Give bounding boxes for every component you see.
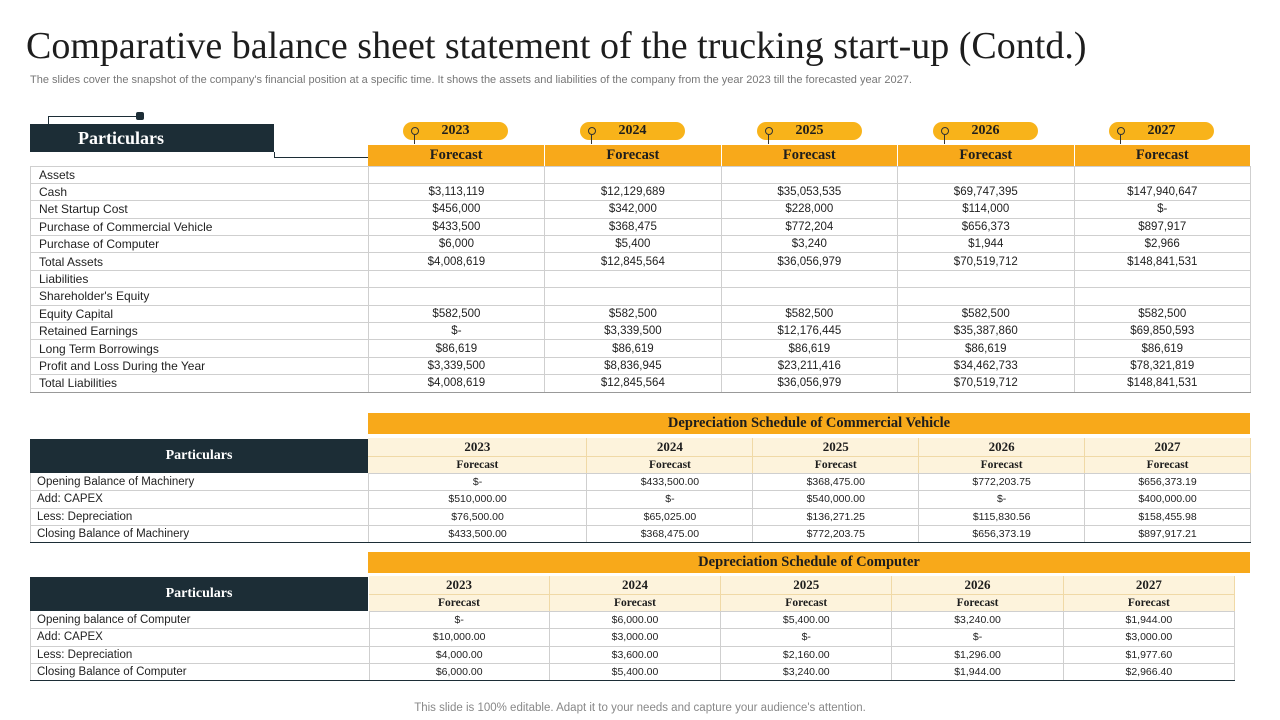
table-row <box>31 305 1251 322</box>
forecast-label: Forecast <box>545 145 721 166</box>
pin-stem <box>1120 134 1121 144</box>
forecast-label: Forecast <box>919 456 1085 473</box>
row-label: Equity Capital <box>31 305 369 322</box>
value-cell: $12,176,445 <box>721 323 897 340</box>
year-header: 2027 <box>1085 438 1251 456</box>
year-header: 2023 <box>369 576 549 594</box>
table-row <box>31 218 1251 235</box>
value-cell: $147,940,647 <box>1074 183 1251 200</box>
value-cell: $78,321,819 <box>1074 357 1251 374</box>
forecast-label: Forecast <box>549 594 720 611</box>
value-cell <box>1074 288 1251 305</box>
value-cell: $368,475.00 <box>753 473 919 490</box>
row-label: Add: CAPEX <box>31 491 369 508</box>
row-label: Retained Earnings <box>31 323 369 340</box>
table-row <box>31 357 1251 374</box>
value-cell: $5,400.00 <box>549 664 720 681</box>
value-cell: $86,619 <box>368 340 544 357</box>
value-cell: $5,400 <box>545 236 721 253</box>
pin-icon <box>588 127 596 135</box>
row-label: Assets <box>31 166 369 183</box>
value-cell: $772,203.75 <box>753 526 919 543</box>
value-cell: $3,000.00 <box>549 629 720 646</box>
year-pill-2027 <box>1109 122 1214 140</box>
value-cell: $1,944.00 <box>1063 611 1234 628</box>
row-label: Profit and Loss During the Year <box>31 357 369 374</box>
pin-stem <box>768 134 769 144</box>
value-cell: $3,600.00 <box>549 646 720 663</box>
particulars-header: Particulars <box>30 124 274 152</box>
year-row <box>31 576 1235 594</box>
value-cell: $582,500 <box>1074 305 1251 322</box>
blank-cell <box>31 145 369 166</box>
pin-icon <box>765 127 773 135</box>
year-header: 2027 <box>1063 576 1234 594</box>
table-row <box>31 375 1251 392</box>
year-header: 2026 <box>919 438 1085 456</box>
table-row <box>31 611 1235 628</box>
value-cell: $3,339,500 <box>368 357 544 374</box>
value-cell: $5,400.00 <box>721 611 892 628</box>
value-cell: $656,373.19 <box>1085 473 1251 490</box>
value-cell: $8,836,945 <box>545 357 721 374</box>
value-cell: $656,373.19 <box>919 526 1085 543</box>
value-cell: $86,619 <box>898 340 1074 357</box>
value-cell: $1,977.60 <box>1063 646 1234 663</box>
row-label: Closing Balance of Computer <box>31 664 370 681</box>
year-label: 2023 <box>441 123 470 138</box>
forecast-label: Forecast <box>898 145 1074 166</box>
forecast-row <box>31 145 1251 166</box>
value-cell: $- <box>892 629 1063 646</box>
value-cell: $34,462,733 <box>898 357 1074 374</box>
value-cell: $12,129,689 <box>545 183 721 200</box>
year-header: 2023 <box>368 438 587 456</box>
value-cell: $- <box>1074 201 1251 218</box>
value-cell: $510,000.00 <box>368 491 587 508</box>
value-cell: $70,519,712 <box>898 253 1074 270</box>
computer-particulars-header: Particulars <box>30 577 368 611</box>
value-cell: $2,160.00 <box>721 646 892 663</box>
year-header: 2025 <box>721 576 892 594</box>
blank-cell <box>31 594 370 611</box>
balance-sheet-body <box>31 145 1251 392</box>
table-row <box>31 236 1251 253</box>
value-cell: $86,619 <box>1074 340 1251 357</box>
value-cell: $3,240 <box>721 236 897 253</box>
table-row <box>31 253 1251 270</box>
value-cell: $35,053,535 <box>721 183 897 200</box>
value-cell <box>721 270 897 287</box>
value-cell: $- <box>919 491 1085 508</box>
row-label: Purchase of Computer <box>31 236 369 253</box>
value-cell: $70,519,712 <box>898 375 1074 392</box>
value-cell: $35,387,860 <box>898 323 1074 340</box>
value-cell: $- <box>368 473 587 490</box>
value-cell: $2,966.40 <box>1063 664 1234 681</box>
value-cell: $- <box>587 491 753 508</box>
value-cell: $4,000.00 <box>369 646 549 663</box>
forecast-label: Forecast <box>753 456 919 473</box>
value-cell <box>545 288 721 305</box>
row-label: Total Liabilities <box>31 375 369 392</box>
value-cell: $342,000 <box>545 201 721 218</box>
forecast-row <box>31 456 1251 473</box>
value-cell: $65,025.00 <box>587 508 753 525</box>
pin-stem <box>591 134 592 144</box>
value-cell: $433,500.00 <box>368 526 587 543</box>
blank-cell <box>31 576 370 594</box>
value-cell: $148,841,531 <box>1074 375 1251 392</box>
forecast-label: Forecast <box>1063 594 1234 611</box>
value-cell: $456,000 <box>368 201 544 218</box>
row-label: Liabilities <box>31 270 369 287</box>
forecast-label: Forecast <box>721 594 892 611</box>
computer-depreciation-table <box>30 576 1235 681</box>
table-row <box>31 183 1251 200</box>
table-row <box>31 629 1235 646</box>
value-cell: $3,240.00 <box>892 611 1063 628</box>
value-cell: $114,000 <box>898 201 1074 218</box>
pin-stem <box>414 134 415 144</box>
computer-depreciation-body <box>31 576 1235 681</box>
value-cell: $1,944 <box>898 236 1074 253</box>
blank-cell <box>31 438 369 456</box>
value-cell <box>368 166 544 183</box>
forecast-label: Forecast <box>368 145 544 166</box>
value-cell <box>898 288 1074 305</box>
value-cell: $582,500 <box>368 305 544 322</box>
value-cell: $158,455.98 <box>1085 508 1251 525</box>
table-row <box>31 526 1251 543</box>
year-pill-2023 <box>403 122 508 140</box>
table-row <box>31 340 1251 357</box>
value-cell <box>368 288 544 305</box>
pin-icon <box>941 127 949 135</box>
value-cell: $540,000.00 <box>753 491 919 508</box>
pin-icon <box>411 127 419 135</box>
row-label: Closing Balance of Machinery <box>31 526 369 543</box>
table-row <box>31 270 1251 287</box>
value-cell: $6,000.00 <box>549 611 720 628</box>
value-cell: $1,296.00 <box>892 646 1063 663</box>
row-label: Add: CAPEX <box>31 629 370 646</box>
vehicle-particulars-header: Particulars <box>30 439 368 473</box>
forecast-label: Forecast <box>368 456 587 473</box>
vehicle-depreciation-body <box>31 438 1251 543</box>
forecast-label: Forecast <box>369 594 549 611</box>
row-label: Opening Balance of Machinery <box>31 473 369 490</box>
value-cell <box>898 270 1074 287</box>
forecast-label: Forecast <box>587 456 753 473</box>
value-cell: $36,056,979 <box>721 253 897 270</box>
blank-cell <box>31 456 369 473</box>
year-label: 2025 <box>795 123 824 138</box>
value-cell: $656,373 <box>898 218 1074 235</box>
row-label: Less: Depreciation <box>31 646 370 663</box>
value-cell: $10,000.00 <box>369 629 549 646</box>
table-row <box>31 508 1251 525</box>
value-cell: $76,500.00 <box>368 508 587 525</box>
table-row <box>31 288 1251 305</box>
row-label: Net Startup Cost <box>31 201 369 218</box>
decor-line <box>48 116 140 117</box>
value-cell: $69,747,395 <box>898 183 1074 200</box>
value-cell: $69,850,593 <box>1074 323 1251 340</box>
value-cell <box>545 270 721 287</box>
value-cell: $115,830.56 <box>919 508 1085 525</box>
value-cell: $- <box>368 323 544 340</box>
value-cell <box>1074 270 1251 287</box>
forecast-row <box>31 594 1235 611</box>
value-cell: $897,917.21 <box>1085 526 1251 543</box>
page-title: Comparative balance sheet statement of the trucking start-up (Contd.) <box>26 25 1087 67</box>
year-header: 2024 <box>587 438 753 456</box>
row-label: Cash <box>31 183 369 200</box>
computer-depreciation-title: Depreciation Schedule of Computer <box>368 552 1250 573</box>
value-cell: $368,475.00 <box>587 526 753 543</box>
year-label: 2026 <box>971 123 1000 138</box>
table-row <box>31 664 1235 681</box>
vehicle-depreciation-table <box>30 438 1251 543</box>
value-cell: $12,845,564 <box>545 253 721 270</box>
table-row <box>31 491 1251 508</box>
value-cell: $400,000.00 <box>1085 491 1251 508</box>
table-row <box>31 323 1251 340</box>
value-cell: $3,240.00 <box>721 664 892 681</box>
value-cell <box>368 270 544 287</box>
table-row <box>31 646 1235 663</box>
value-cell: $148,841,531 <box>1074 253 1251 270</box>
row-label: Less: Depreciation <box>31 508 369 525</box>
row-label: Total Assets <box>31 253 369 270</box>
value-cell: $2,966 <box>1074 236 1251 253</box>
row-label: Opening balance of Computer <box>31 611 370 628</box>
value-cell: $4,008,619 <box>368 375 544 392</box>
value-cell: $3,339,500 <box>545 323 721 340</box>
year-row <box>31 438 1251 456</box>
value-cell: $582,500 <box>545 305 721 322</box>
value-cell: $6,000.00 <box>369 664 549 681</box>
year-header: 2025 <box>753 438 919 456</box>
decor-line <box>48 116 49 124</box>
value-cell <box>721 166 897 183</box>
table-row <box>31 166 1251 183</box>
year-header: 2026 <box>892 576 1063 594</box>
value-cell: $136,271.25 <box>753 508 919 525</box>
forecast-label: Forecast <box>1074 145 1251 166</box>
value-cell: $582,500 <box>898 305 1074 322</box>
table-row <box>31 201 1251 218</box>
value-cell: $897,917 <box>1074 218 1251 235</box>
forecast-label: Forecast <box>1085 456 1251 473</box>
value-cell: $433,500 <box>368 218 544 235</box>
value-cell <box>898 166 1074 183</box>
table-row <box>31 473 1251 490</box>
value-cell: $36,056,979 <box>721 375 897 392</box>
balance-sheet-table <box>30 145 1251 393</box>
value-cell: $- <box>369 611 549 628</box>
pin-icon <box>1117 127 1125 135</box>
value-cell: $228,000 <box>721 201 897 218</box>
value-cell: $86,619 <box>545 340 721 357</box>
year-label: 2027 <box>1147 123 1176 138</box>
value-cell: $772,204 <box>721 218 897 235</box>
footer-note: This slide is 100% editable. Adapt it to your needs and capture your audience's attention. <box>414 702 866 714</box>
value-cell <box>545 166 721 183</box>
value-cell: $86,619 <box>721 340 897 357</box>
year-pill-2024 <box>580 122 685 140</box>
year-pill-2025 <box>757 122 862 140</box>
value-cell: $4,008,619 <box>368 253 544 270</box>
value-cell: $23,211,416 <box>721 357 897 374</box>
value-cell: $368,475 <box>545 218 721 235</box>
value-cell <box>1074 166 1251 183</box>
forecast-label: Forecast <box>892 594 1063 611</box>
year-pill-2026 <box>933 122 1038 140</box>
row-label: Long Term Borrowings <box>31 340 369 357</box>
row-label: Shareholder's Equity <box>31 288 369 305</box>
value-cell: $12,845,564 <box>545 375 721 392</box>
pin-stem <box>944 134 945 144</box>
value-cell: $3,000.00 <box>1063 629 1234 646</box>
forecast-label: Forecast <box>721 145 897 166</box>
vehicle-depreciation-title: Depreciation Schedule of Commercial Vehicle <box>368 413 1250 434</box>
value-cell: $1,944.00 <box>892 664 1063 681</box>
year-label: 2024 <box>618 123 647 138</box>
value-cell: $772,203.75 <box>919 473 1085 490</box>
value-cell: $3,113,119 <box>368 183 544 200</box>
value-cell <box>721 288 897 305</box>
value-cell: $6,000 <box>368 236 544 253</box>
page-subtitle: The slides cover the snapshot of the company's financial position at a specific time. It shows the assets and liabilities of the company from the year 2023 till the forecasted year 2027. <box>30 74 912 86</box>
year-header: 2024 <box>549 576 720 594</box>
value-cell: $582,500 <box>721 305 897 322</box>
value-cell: $433,500.00 <box>587 473 753 490</box>
value-cell: $- <box>721 629 892 646</box>
row-label: Purchase of Commercial Vehicle <box>31 218 369 235</box>
